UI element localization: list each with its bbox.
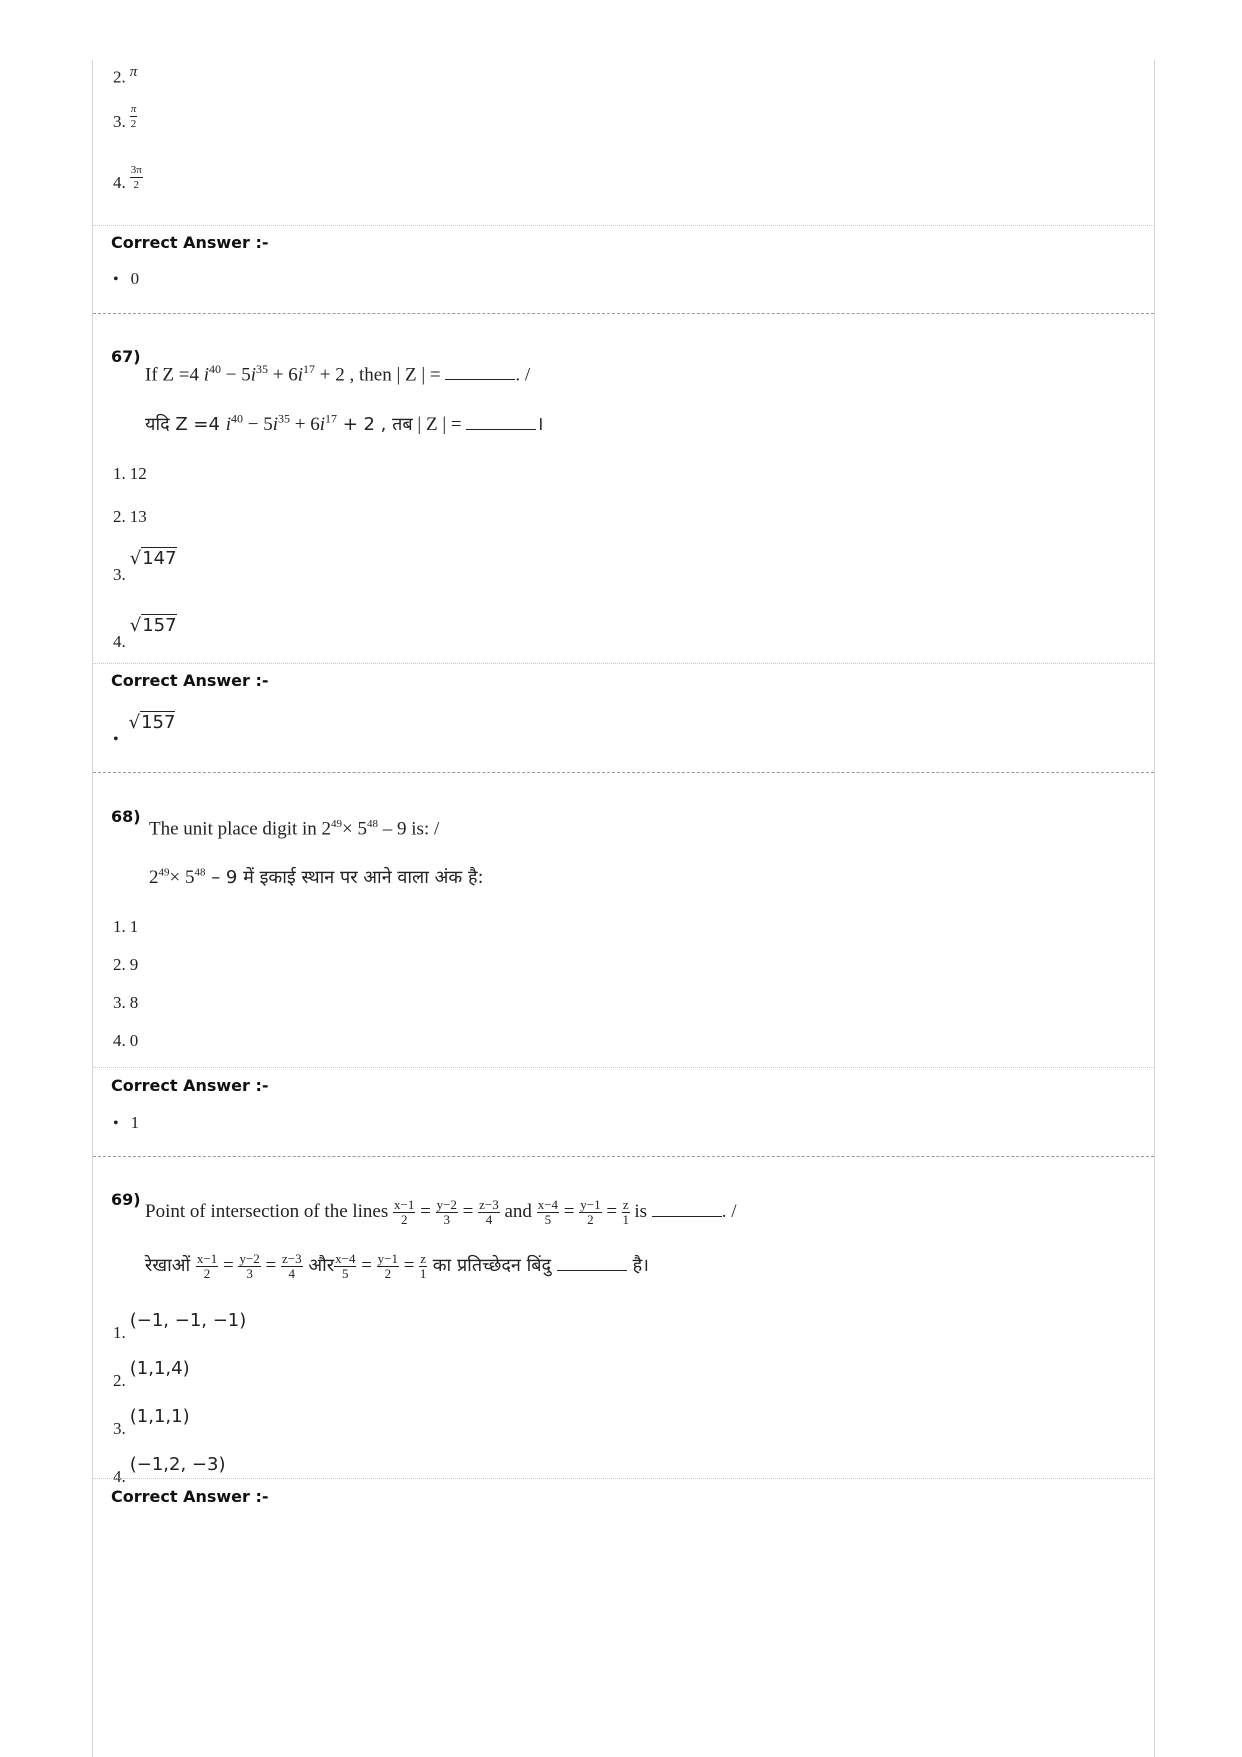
sqrt-value: √147 (129, 548, 177, 569)
answer-blank (652, 1215, 722, 1217)
question-number: 67) (111, 347, 141, 366)
option-fraction: $\frac{3\pi}{2}$ (130, 164, 142, 191)
option-4: 4. √157 (113, 615, 177, 651)
question-text-hindi: रेखाओं $\frac{x-1}{2}$ = $\frac{y-2}{3}$ = $\frac{z-3}{4}$ और $\frac{x-4}{5}$ = $\frac{y-1}{2}$ = $\frac{z}{1}$ का प्रतिच्छेदन बिंदु है। (145, 1251, 649, 1281)
option-2: 2. (1,1,4) (113, 1358, 190, 1390)
sqrt-value: √157 (128, 712, 176, 733)
sqrt-value: √157 (129, 615, 177, 636)
question-text-english: If Z =4 $i^{40} - 5i^{35} + 6i^{17} + 2$ , then | Z | = . / (145, 362, 531, 386)
divider (93, 225, 1154, 226)
fraction: $\frac{y-1}{2}$ (377, 1251, 399, 1281)
question-text-hindi: यदि Z =4 $i^{40} - 5i^{35} + 6i^{17} + 2$ , तब | Z | = । (145, 411, 544, 435)
correct-answer-label: Correct Answer :- (111, 1076, 269, 1095)
answer-blank (466, 428, 536, 430)
bullet: • (113, 271, 119, 288)
option-3: 3. (1,1,1) (113, 1406, 190, 1438)
question-number: 68) (111, 807, 141, 826)
question-text-english: Point of intersection of the lines $\frac{x-1}{2}$ = $\frac{y-2}{3}$ = $\frac{z-3}{4}$ and $\frac{x-4}{5}$ = $\frac{y-1}{2}$ = $\frac{z}{1}$ is . / (145, 1197, 737, 1227)
option-4 (113, 164, 143, 193)
option-value: π (129, 64, 138, 80)
question-separator (93, 772, 1154, 773)
fraction: $\frac{y-2}{3}$ (239, 1251, 260, 1281)
divider (93, 663, 1154, 664)
correct-answer: • 1 (113, 1113, 140, 1132)
answer-blank (445, 378, 515, 380)
option-4: 4. (−1,2, −3) (113, 1454, 226, 1486)
correct-answer (113, 269, 139, 289)
fraction: $\frac{z}{1}$ (419, 1251, 427, 1281)
fraction: $\frac{y-2}{3}$ (436, 1197, 457, 1227)
fraction: $\frac{x-1}{2}$ (196, 1251, 218, 1281)
divider (93, 1478, 1154, 1479)
fraction: $\frac{x-4}{5}$ (335, 1251, 356, 1281)
option-2: 2. 13 (113, 507, 147, 526)
option-1: 1. (−1, −1, −1) (113, 1310, 247, 1342)
fraction: $\frac{z}{1}$ (622, 1197, 629, 1227)
fraction: $\frac{y-1}{2}$ (580, 1197, 601, 1227)
correct-answer-label: Correct Answer :- (111, 233, 269, 252)
option-number: 3. (113, 112, 126, 131)
option-fraction: $\frac{\pi}{2}$ (130, 103, 137, 130)
option-3: 3. 8 (113, 993, 139, 1012)
option-number: 2. (113, 67, 126, 87)
fraction: $\frac{x-4}{5}$ (537, 1197, 559, 1227)
correct-answer-label: Correct Answer :- (111, 671, 269, 690)
option-3: 3. √147 (113, 548, 177, 584)
question-text-hindi: $2^{49}\times 5^{48} - 9$ में इकाई स्थान पर आने वाला अंक है: (149, 866, 484, 888)
option-2: 2. 9 (113, 955, 139, 974)
divider (93, 1067, 1154, 1068)
fraction: $\frac{z-3}{4}$ (282, 1251, 302, 1281)
question-text-english: The unit place digit in $2^{49}\times 5^{48} - 9$ is: / (149, 818, 440, 840)
option-4: 4. 0 (113, 1031, 139, 1050)
answer-value: 0 (130, 269, 140, 288)
page-frame (92, 60, 1155, 1757)
fraction: $\frac{z-3}{4}$ (479, 1197, 499, 1227)
option-3 (113, 103, 137, 132)
question-separator (93, 313, 1154, 314)
option-number: 4. (113, 173, 126, 192)
correct-answer-label: Correct Answer :- (111, 1487, 269, 1506)
fraction: $\frac{x-1}{2}$ (394, 1197, 415, 1227)
answer-blank (557, 1269, 627, 1271)
question-separator (93, 1156, 1154, 1157)
option-2 (113, 64, 137, 87)
question-number: 69) (111, 1190, 141, 1209)
option-1: 1. 12 (113, 464, 147, 483)
option-1: 1. 1 (113, 917, 139, 936)
correct-answer: • √157 (113, 712, 176, 748)
